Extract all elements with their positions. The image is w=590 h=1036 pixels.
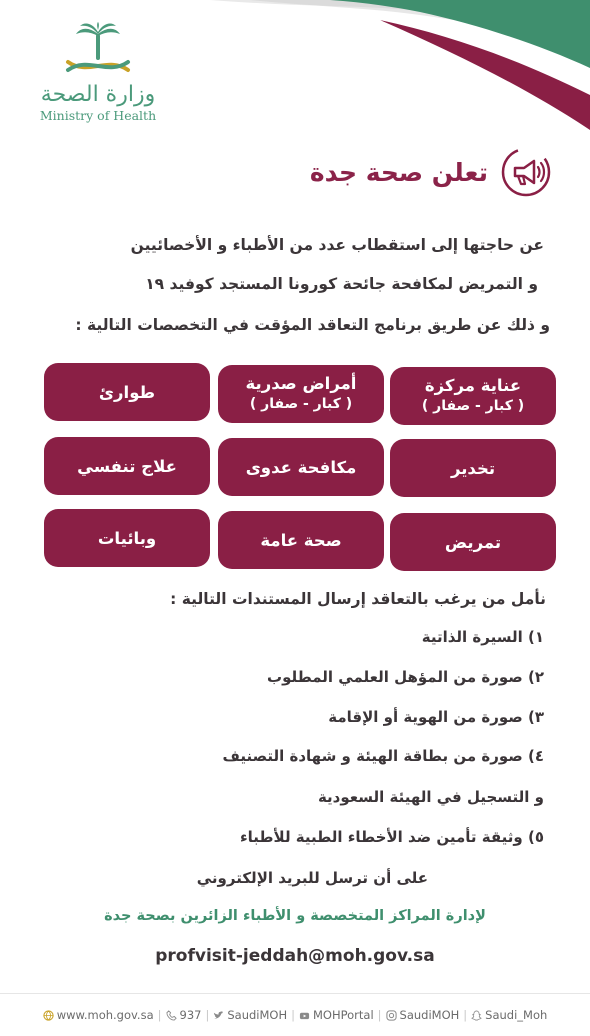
footer-divider: | bbox=[463, 1008, 468, 1022]
specialty-chest-diseases[interactable] bbox=[218, 365, 384, 423]
footer-divider: | bbox=[157, 1008, 162, 1022]
footer-divider: | bbox=[205, 1008, 210, 1022]
specialty-anesthesia[interactable] bbox=[390, 439, 556, 497]
globe-icon bbox=[43, 1010, 54, 1021]
specialty-title: علاج تنفسي bbox=[77, 456, 177, 476]
megaphone-icon bbox=[500, 146, 552, 198]
instagram-icon bbox=[386, 1010, 397, 1021]
specialty-public-health[interactable] bbox=[218, 511, 384, 569]
document-item: ١) السيرة الذاتية bbox=[421, 628, 544, 646]
document-item: و التسجيل في الهيئة السعودية bbox=[317, 788, 544, 806]
document-item: ٢) صورة من المؤهل العلمي المطلوب bbox=[267, 668, 544, 686]
specialty-title: عناية مركزة bbox=[424, 376, 522, 395]
footer-phone-label: 937 bbox=[179, 1008, 202, 1022]
footer-instagram[interactable] bbox=[386, 1008, 460, 1022]
footer-divider: | bbox=[377, 1008, 382, 1022]
footer-snapchat-label: Saudi_Moh bbox=[485, 1008, 548, 1022]
announcement-heading bbox=[310, 146, 552, 198]
phone-icon bbox=[166, 1010, 177, 1021]
specialties-grid bbox=[44, 363, 556, 573]
logo-arabic-name: وزارة الصحة bbox=[40, 82, 156, 107]
footer bbox=[0, 993, 590, 1036]
specialty-title: مكافحة عدوى bbox=[245, 457, 357, 477]
specialty-subtitle: ( كبار - صفار ) bbox=[249, 396, 353, 412]
specialty-title: وبائيات bbox=[97, 528, 157, 548]
specialty-subtitle: ( كبار - صفار ) bbox=[421, 398, 525, 414]
footer-youtube[interactable] bbox=[299, 1008, 374, 1022]
footer-website-label: www.moh.gov.sa bbox=[56, 1008, 154, 1022]
specialty-infection-control[interactable] bbox=[218, 438, 384, 496]
palm-swords-icon bbox=[58, 22, 138, 80]
document-item: ٤) صورة من بطاقة الهيئة و شهادة التصنيف bbox=[222, 747, 544, 765]
specialty-title: طوارئ bbox=[98, 382, 156, 402]
footer-divider: | bbox=[291, 1008, 295, 1022]
snapchat-icon bbox=[471, 1010, 482, 1021]
specialty-respiratory-therapy[interactable] bbox=[44, 437, 210, 495]
footer-snapchat[interactable] bbox=[471, 1008, 547, 1022]
send-instruction: على أن ترسل للبريد الإلكتروني bbox=[196, 869, 428, 887]
logo-english-name: Ministry of Health bbox=[39, 108, 157, 123]
contact-email-link[interactable]: profvisit-jeddah@moh.gov.sa bbox=[155, 946, 435, 966]
twitter-icon bbox=[213, 1010, 224, 1021]
footer-youtube-label: MOHPortal bbox=[312, 1008, 374, 1022]
moh-logo bbox=[28, 22, 168, 124]
footer-instagram-label: SaudiMOH bbox=[399, 1008, 460, 1022]
footer-twitter-label: SaudiMOH bbox=[227, 1008, 288, 1022]
footer-phone[interactable] bbox=[166, 1008, 202, 1022]
footer-twitter[interactable] bbox=[213, 1008, 287, 1022]
specialty-title: أمراض صدرية bbox=[245, 374, 357, 393]
footer-website[interactable] bbox=[43, 1008, 154, 1022]
specialty-intensive-care[interactable] bbox=[390, 367, 556, 425]
document-item: ٥) وثيقة تأمين ضد الأخطاء الطبية للأطباء bbox=[240, 828, 544, 846]
intro-line-3: و ذلك عن طريق برنامج التعاقد المؤقت في التخصصات التالية : bbox=[75, 316, 550, 334]
document-item: ٣) صورة من الهوية أو الإقامة bbox=[328, 708, 544, 726]
specialty-nursing[interactable] bbox=[390, 513, 556, 571]
specialty-title: صحة عامة bbox=[260, 530, 342, 550]
department-name: لإدارة المراكز المتخصصة و الأطباء الزائرين بصحة جدة bbox=[104, 908, 486, 924]
specialty-emergency[interactable] bbox=[44, 363, 210, 421]
specialty-title: تخدير bbox=[450, 458, 496, 478]
specialty-title: تمريض bbox=[444, 532, 502, 552]
intro-line-1: عن حاجتها إلى استقطاب عدد من الأطباء و الأخصائيين bbox=[130, 236, 544, 254]
specialty-epidemiology[interactable] bbox=[44, 509, 210, 567]
intro-line-2: و التمريض لمكافحة جائحة كورونا المستجد كوفيد ١٩ bbox=[145, 275, 538, 293]
documents-title: نأمل من يرغب بالتعاقد إرسال المستندات التالية : bbox=[170, 590, 546, 608]
youtube-icon bbox=[299, 1010, 310, 1021]
announcement-title: تعلن صحة جدة bbox=[309, 157, 488, 187]
